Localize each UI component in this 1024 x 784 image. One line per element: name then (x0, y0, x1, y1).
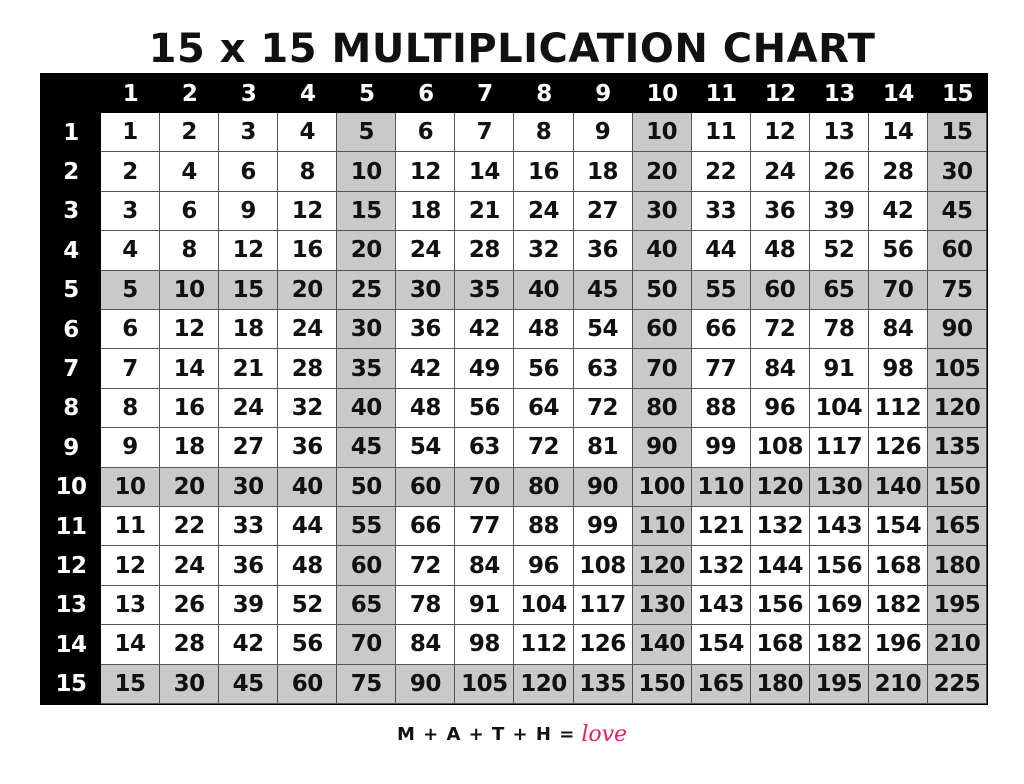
table-cell: 104 (514, 586, 573, 625)
table-cell: 36 (574, 231, 633, 270)
table-cell: 78 (396, 586, 455, 625)
table-cell: 2 (160, 113, 219, 152)
multiplication-table (40, 73, 988, 705)
column-header: 8 (514, 74, 573, 113)
table-cell: 154 (869, 507, 928, 546)
table-cell: 42 (396, 349, 455, 388)
table-cell: 22 (160, 507, 219, 546)
table-cell: 45 (574, 271, 633, 310)
table-cell: 15 (219, 271, 278, 310)
table-cell: 64 (514, 389, 573, 428)
table-cell: 96 (514, 546, 573, 585)
table-cell: 100 (633, 468, 692, 507)
column-header: 15 (928, 74, 987, 113)
table-cell: 126 (574, 625, 633, 664)
table-cell: 21 (455, 192, 514, 231)
table-cell: 14 (160, 349, 219, 388)
table-cell: 99 (574, 507, 633, 546)
table-cell: 77 (455, 507, 514, 546)
table-cell: 21 (219, 349, 278, 388)
table-cell: 9 (219, 192, 278, 231)
table-cell: 16 (278, 231, 337, 270)
table-cell: 35 (337, 349, 396, 388)
table-cell: 90 (633, 428, 692, 467)
table-cell: 12 (101, 546, 160, 585)
row-header: 11 (41, 507, 101, 546)
table-cell: 156 (751, 586, 810, 625)
table-cell: 2 (101, 152, 160, 191)
table-cell: 48 (278, 546, 337, 585)
table-cell: 52 (278, 586, 337, 625)
table-cell: 30 (337, 310, 396, 349)
table-cell: 12 (751, 113, 810, 152)
column-header: 9 (574, 74, 633, 113)
table-cell: 40 (337, 389, 396, 428)
table-cell: 40 (278, 468, 337, 507)
table-cell: 44 (278, 507, 337, 546)
table-cell: 27 (574, 192, 633, 231)
row-header: 7 (41, 349, 101, 388)
table-cell: 15 (928, 113, 987, 152)
table-cell: 91 (810, 349, 869, 388)
table-cell: 180 (751, 665, 810, 704)
column-header: 1 (101, 74, 160, 113)
table-cell: 84 (455, 546, 514, 585)
table-cell: 168 (869, 546, 928, 585)
table-cell: 165 (928, 507, 987, 546)
table-cell: 27 (219, 428, 278, 467)
table-cell: 45 (337, 428, 396, 467)
table-cell: 132 (751, 507, 810, 546)
table-cell: 90 (396, 665, 455, 704)
table-cell: 70 (869, 271, 928, 310)
table-cell: 39 (219, 586, 278, 625)
row-header: 13 (41, 586, 101, 625)
table-cell: 7 (101, 349, 160, 388)
table-cell: 50 (337, 468, 396, 507)
table-cell: 28 (869, 152, 928, 191)
table-cell: 10 (101, 468, 160, 507)
row-header: 2 (41, 152, 101, 191)
row-header: 4 (41, 231, 101, 270)
table-cell: 91 (455, 586, 514, 625)
table-cell: 24 (219, 389, 278, 428)
table-cell: 81 (574, 428, 633, 467)
table-cell: 45 (928, 192, 987, 231)
table-cell: 117 (810, 428, 869, 467)
table-cell: 9 (574, 113, 633, 152)
table-cell: 52 (810, 231, 869, 270)
table-cell: 6 (396, 113, 455, 152)
table-cell: 108 (751, 428, 810, 467)
column-header: 3 (219, 74, 278, 113)
table-cell: 55 (692, 271, 751, 310)
column-header: 13 (810, 74, 869, 113)
table-cell: 84 (869, 310, 928, 349)
table-cell: 130 (810, 468, 869, 507)
table-cell: 48 (514, 310, 573, 349)
table-cell: 55 (337, 507, 396, 546)
table-cell: 210 (869, 665, 928, 704)
row-header: 15 (41, 665, 101, 704)
table-cell: 39 (810, 192, 869, 231)
table-cell: 16 (160, 389, 219, 428)
table-cell: 36 (751, 192, 810, 231)
footer-love-logo: love (581, 721, 628, 747)
table-cell: 80 (633, 389, 692, 428)
corner-cell (41, 74, 101, 113)
table-cell: 135 (928, 428, 987, 467)
table-cell: 77 (692, 349, 751, 388)
table-cell: 36 (278, 428, 337, 467)
table-cell: 169 (810, 586, 869, 625)
table-cell: 28 (455, 231, 514, 270)
table-cell: 120 (514, 665, 573, 704)
table-cell: 50 (633, 271, 692, 310)
table-cell: 1 (101, 113, 160, 152)
table-cell: 11 (692, 113, 751, 152)
table-cell: 9 (101, 428, 160, 467)
column-header: 14 (869, 74, 928, 113)
table-cell: 56 (514, 349, 573, 388)
table-cell: 63 (455, 428, 514, 467)
table-cell: 143 (692, 586, 751, 625)
table-cell: 44 (692, 231, 751, 270)
table-cell: 24 (751, 152, 810, 191)
table-cell: 10 (160, 271, 219, 310)
table-cell: 78 (810, 310, 869, 349)
table-cell: 25 (337, 271, 396, 310)
row-header: 12 (41, 546, 101, 585)
table-cell: 65 (337, 586, 396, 625)
table-cell: 121 (692, 507, 751, 546)
table-cell: 70 (337, 625, 396, 664)
column-header: 5 (337, 74, 396, 113)
table-cell: 4 (278, 113, 337, 152)
row-header: 10 (41, 468, 101, 507)
column-header: 10 (633, 74, 692, 113)
column-header: 11 (692, 74, 751, 113)
table-cell: 12 (219, 231, 278, 270)
row-header: 8 (41, 389, 101, 428)
table-cell: 168 (751, 625, 810, 664)
table-cell: 18 (219, 310, 278, 349)
table-cell: 32 (278, 389, 337, 428)
table-cell: 105 (928, 349, 987, 388)
table-cell: 90 (928, 310, 987, 349)
table-cell: 117 (574, 586, 633, 625)
table-cell: 150 (633, 665, 692, 704)
table-cell: 12 (160, 310, 219, 349)
table-cell: 24 (396, 231, 455, 270)
table-cell: 54 (574, 310, 633, 349)
table-cell: 110 (692, 468, 751, 507)
table-cell: 84 (396, 625, 455, 664)
table-cell: 5 (337, 113, 396, 152)
table-cell: 4 (101, 231, 160, 270)
table-cell: 120 (751, 468, 810, 507)
table-cell: 108 (574, 546, 633, 585)
table-cell: 70 (455, 468, 514, 507)
table-cell: 60 (928, 231, 987, 270)
table-cell: 60 (751, 271, 810, 310)
table-cell: 66 (396, 507, 455, 546)
footer-math-text: M + A + T + H = (396, 723, 576, 745)
table-cell: 180 (928, 546, 987, 585)
table-cell: 72 (574, 389, 633, 428)
row-header: 14 (41, 625, 101, 664)
table-cell: 42 (219, 625, 278, 664)
table-cell: 105 (455, 665, 514, 704)
table-cell: 156 (810, 546, 869, 585)
table-cell: 33 (692, 192, 751, 231)
table-cell: 75 (337, 665, 396, 704)
table-cell: 88 (692, 389, 751, 428)
table-cell: 6 (160, 192, 219, 231)
table-cell: 49 (455, 349, 514, 388)
table-cell: 140 (633, 625, 692, 664)
table-cell: 14 (101, 625, 160, 664)
table-cell: 16 (514, 152, 573, 191)
table-cell: 8 (278, 152, 337, 191)
table-cell: 20 (337, 231, 396, 270)
table-cell: 110 (633, 507, 692, 546)
table-cell: 182 (869, 586, 928, 625)
table-cell: 30 (633, 192, 692, 231)
table-cell: 60 (633, 310, 692, 349)
table-cell: 130 (633, 586, 692, 625)
table-cell: 99 (692, 428, 751, 467)
table-cell: 24 (514, 192, 573, 231)
table-cell: 33 (219, 507, 278, 546)
table-cell: 15 (337, 192, 396, 231)
table-cell: 20 (633, 152, 692, 191)
table-cell: 195 (928, 586, 987, 625)
table-cell: 36 (219, 546, 278, 585)
column-header: 2 (160, 74, 219, 113)
table-cell: 60 (396, 468, 455, 507)
column-header: 6 (396, 74, 455, 113)
table-cell: 13 (101, 586, 160, 625)
table-cell: 182 (810, 625, 869, 664)
table-cell: 4 (160, 152, 219, 191)
table-cell: 40 (633, 231, 692, 270)
table-cell: 26 (160, 586, 219, 625)
table-cell: 70 (633, 349, 692, 388)
table-cell: 56 (869, 231, 928, 270)
table-cell: 54 (396, 428, 455, 467)
table-cell: 28 (278, 349, 337, 388)
table-cell: 88 (514, 507, 573, 546)
table-cell: 6 (219, 152, 278, 191)
table-cell: 66 (692, 310, 751, 349)
table-cell: 63 (574, 349, 633, 388)
table-cell: 60 (278, 665, 337, 704)
table-cell: 32 (514, 231, 573, 270)
table-cell: 75 (928, 271, 987, 310)
table-cell: 8 (160, 231, 219, 270)
table-cell: 96 (751, 389, 810, 428)
table-cell: 20 (278, 271, 337, 310)
row-header: 9 (41, 428, 101, 467)
table-cell: 22 (692, 152, 751, 191)
row-header: 1 (41, 113, 101, 152)
table-cell: 150 (928, 468, 987, 507)
table-cell: 140 (869, 468, 928, 507)
table-cell: 90 (574, 468, 633, 507)
table-cell: 18 (160, 428, 219, 467)
table-cell: 112 (869, 389, 928, 428)
table-cell: 60 (337, 546, 396, 585)
table-cell: 3 (219, 113, 278, 152)
table-cell: 3 (101, 192, 160, 231)
table-cell: 112 (514, 625, 573, 664)
column-header: 7 (455, 74, 514, 113)
table-cell: 98 (455, 625, 514, 664)
table-cell: 42 (869, 192, 928, 231)
table-cell: 18 (574, 152, 633, 191)
table-cell: 35 (455, 271, 514, 310)
table-cell: 143 (810, 507, 869, 546)
table-cell: 10 (337, 152, 396, 191)
column-header: 4 (278, 74, 337, 113)
table-cell: 12 (278, 192, 337, 231)
footer (0, 718, 1024, 750)
table-cell: 210 (928, 625, 987, 664)
table-cell: 30 (160, 665, 219, 704)
table-cell: 36 (396, 310, 455, 349)
table-cell: 98 (869, 349, 928, 388)
table-cell: 11 (101, 507, 160, 546)
table-cell: 144 (751, 546, 810, 585)
page-title: 15 x 15 MULTIPLICATION CHART (148, 26, 876, 72)
row-header: 5 (41, 271, 101, 310)
table-cell: 30 (928, 152, 987, 191)
table-cell: 13 (810, 113, 869, 152)
table-cell: 65 (810, 271, 869, 310)
table-cell: 14 (869, 113, 928, 152)
table-cell: 48 (396, 389, 455, 428)
table-cell: 72 (396, 546, 455, 585)
table-cell: 154 (692, 625, 751, 664)
table-cell: 28 (160, 625, 219, 664)
table-cell: 165 (692, 665, 751, 704)
table-cell: 30 (396, 271, 455, 310)
table-cell: 72 (751, 310, 810, 349)
table-cell: 120 (633, 546, 692, 585)
table-cell: 135 (574, 665, 633, 704)
table-cell: 56 (278, 625, 337, 664)
table-cell: 196 (869, 625, 928, 664)
table-cell: 5 (101, 271, 160, 310)
table-cell: 56 (455, 389, 514, 428)
table-cell: 30 (219, 468, 278, 507)
table-cell: 24 (160, 546, 219, 585)
table-cell: 126 (869, 428, 928, 467)
column-header: 12 (751, 74, 810, 113)
table-cell: 225 (928, 665, 987, 704)
table-cell: 42 (455, 310, 514, 349)
table-cell: 48 (751, 231, 810, 270)
table-cell: 18 (396, 192, 455, 231)
table-cell: 8 (514, 113, 573, 152)
table-cell: 84 (751, 349, 810, 388)
table-cell: 132 (692, 546, 751, 585)
table-cell: 120 (928, 389, 987, 428)
table-cell: 6 (101, 310, 160, 349)
table-cell: 26 (810, 152, 869, 191)
table-cell: 45 (219, 665, 278, 704)
table-cell: 40 (514, 271, 573, 310)
table-cell: 7 (455, 113, 514, 152)
table-cell: 8 (101, 389, 160, 428)
table-cell: 24 (278, 310, 337, 349)
table-cell: 12 (396, 152, 455, 191)
table-cell: 195 (810, 665, 869, 704)
table-cell: 20 (160, 468, 219, 507)
table-cell: 10 (633, 113, 692, 152)
table-cell: 80 (514, 468, 573, 507)
table-cell: 104 (810, 389, 869, 428)
table-cell: 15 (101, 665, 160, 704)
table-cell: 72 (514, 428, 573, 467)
table-cell: 14 (455, 152, 514, 191)
row-header: 3 (41, 192, 101, 231)
row-header: 6 (41, 310, 101, 349)
